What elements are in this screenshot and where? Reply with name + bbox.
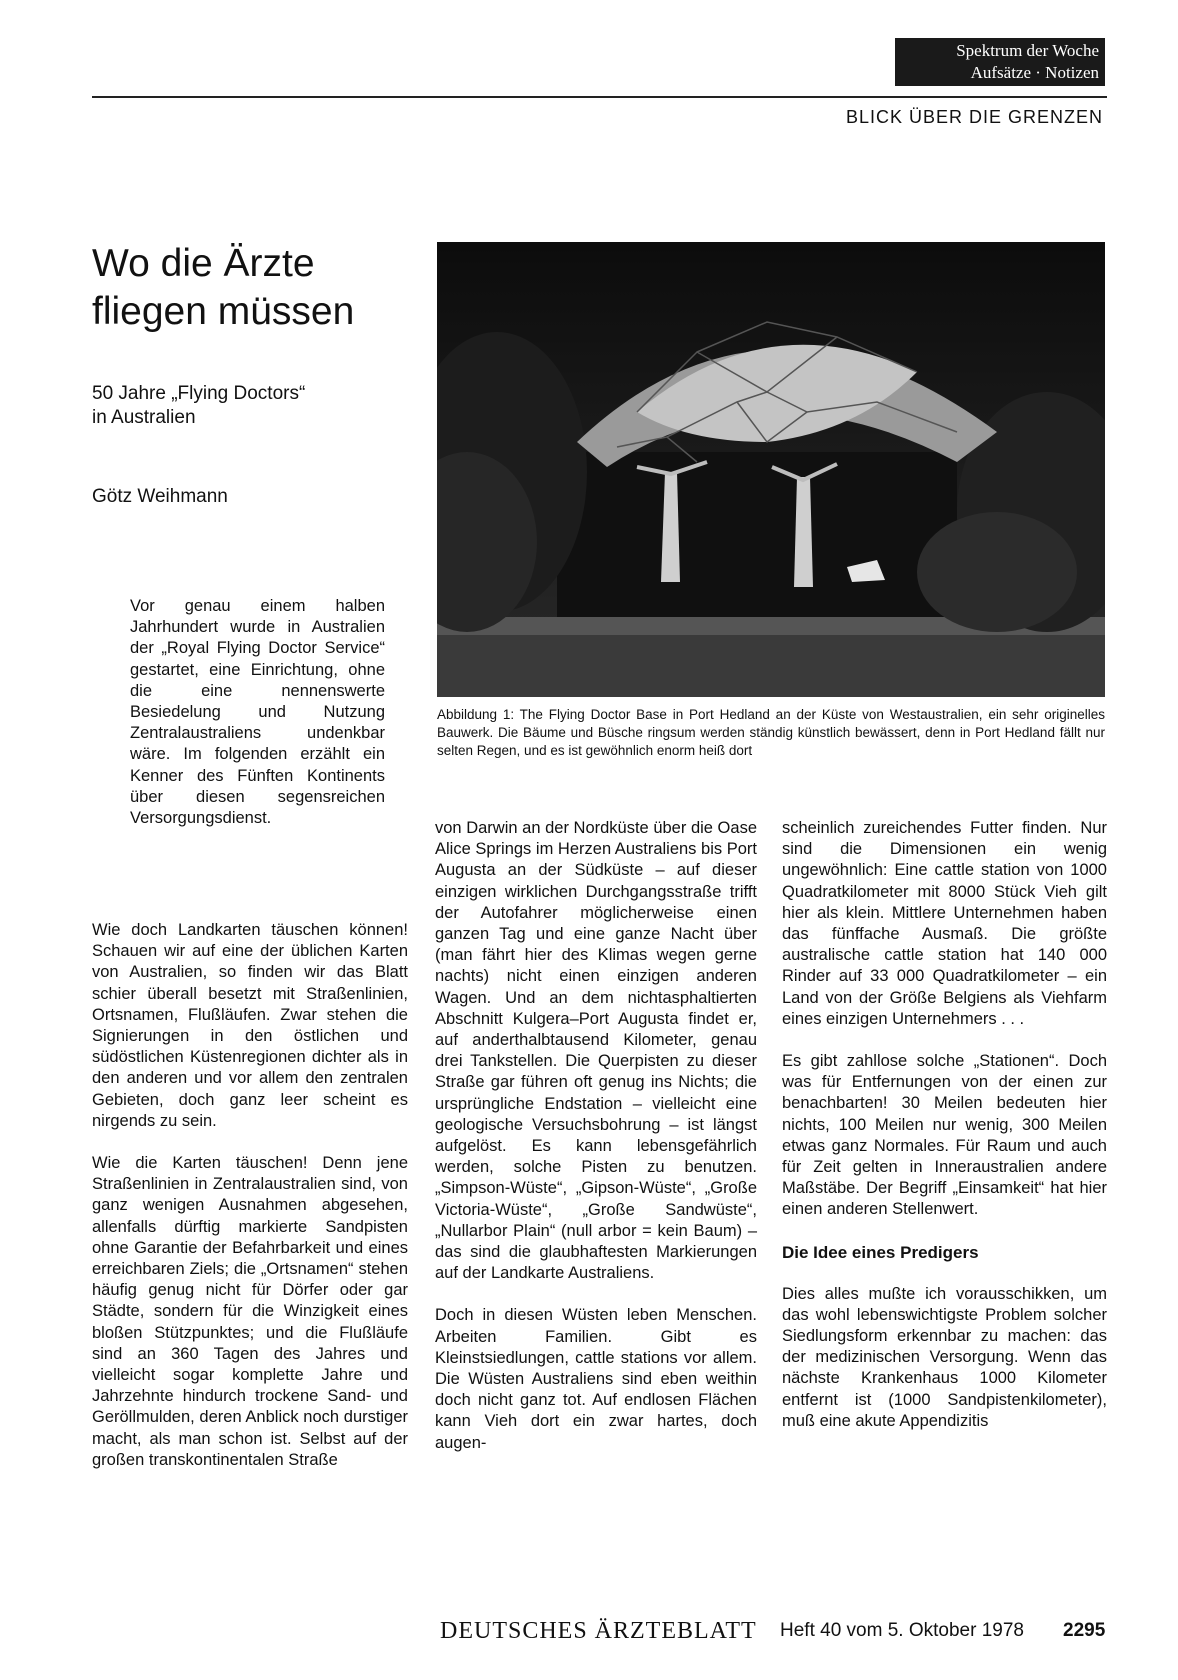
body-column-2 [435,818,757,1475]
section-badge [895,38,1105,86]
subtitle-line-1: 50 Jahre „Flying Doctors“ [92,383,306,404]
col1-paragraph-2: Wie die Karten täuschen! Denn jene Straßenlinien in Zentralaustralien sind, von ganz wenigen Ausnahmen abgesehen, allenfalls dürftig markierte Sandpisten ohne Garantie der Befahrbarkeit und eines erreichbaren Ziels; die „Ortsnamen“ stehen häufig genug nicht für Dörfer oder gar Städte, sondern für die Winzigkeit eines bloßen Stützpunktes; und die Flußläufe sind an 360 Tagen des Jahres und vielleicht sogar komplette Jahre und Jahrzehnte hindurch trockene Sand- und Geröllmulden, deren Anblick noch durstiger macht, als man schon ist. Selbst auf der großen transkontinentalen Straße [92,1154,408,1469]
title-line-2: fliegen müssen [92,290,355,333]
subtitle-line-2: in Australien [92,407,196,428]
col3-paragraph-2: Es gibt zahllose solche „Stationen“. Doch was für Entfernungen von der einen zur benachbarten! 30 Meilen bedeuten hier nichts, 100 Meilen nur wenig, 300 Meilen etwas ganz Normales. Für Raum und auch für Zeit gelten in Inneraustralien andere Maßstäbe. Der Begriff „Einsamkeit“ hat hier einen anderen Stellenwert. [782,1052,1107,1219]
article-subtitle [92,382,402,430]
col2-paragraph-2: Doch in diesen Wüsten leben Menschen. Arbeiten Familien. Gibt es Kleinstsiedlungen, cattle stations vor allem. Die Wüsten Australiens sind eben weithin doch nicht ganz tot. Auf endlosen Flächen kann Vieh dort ein zwar hartes, doch augen- [435,1306,757,1452]
col3-paragraph-1: scheinlich zureichendes Futter finden. Nur sind die Dimensionen ein wenig ungewöhnlich: Eine cattle station von 1000 Quadratkilometer mit 8000 Stück Vieh gilt hier als klein. Mittlere Unternehmen haben das fünffache Ausmaß. Die größte australische cattle station hat 140 000 Rinder auf 33 000 Quadratkilometer – ein Land von der Größe Belgiens als Viehfarm eines einzigen Unternehmers . . . [782,819,1107,1028]
header-rule [92,96,1107,98]
col3-paragraph-3: Dies alles mußte ich vorausschikken, um das wohl lebenswichtigste Problem solcher Siedlungsform erkennbar zu machen: das der medizinischen Versorgung. Wenn das nächste Krankenhaus 1000 Kilometer entfernt ist (1000 Sandpistenkilometer), muß eine akute Appendizitis [782,1284,1107,1430]
badge-line-1: Spektrum der Woche [956,41,1099,60]
dome-illustration [437,242,1105,697]
footer-page-number: 2295 [1063,1620,1106,1641]
badge-line-2: Aufsätze · Notizen [970,63,1099,82]
footer-journal-name: DEUTSCHES ÄRZTEBLATT [440,1618,757,1644]
section-title: BLICK ÜBER DIE GRENZEN [845,107,1103,127]
lead-paragraph: Vor genau einem halben Jahrhundert wurde in Australien der „Royal Flying Doctor Service“ gestartet, eine Einrichtung, ohne die eine nennenswerte Besiedelung und Nutzung Zentralaustraliens undenkbar wäre. Im folgenden erzählt ein Kenner des Fünften Kontinents über diesen segensreichen Versorgungsdienst. [130,597,385,828]
body-column-1 [92,920,408,1492]
photo-caption: Abbildung 1: The Flying Doctor Base in Port Hedland an der Küste von Westaustralien, ein sehr originelles Bauwerk. Die Bäume und Büsche ringsum werden ständig künstlich bewässert, denn in Port Hedland fällt nur selten Regen, und es ist gewöhnlich enorm heiß dort [437,707,1105,758]
body-column-3 [782,818,1107,1453]
col2-paragraph-1: von Darwin an der Nordküste über die Oase Alice Springs im Herzen Australiens bis Port Augusta an der Südküste – auf dieser einzigen wirklichen Durchgangsstraße trifft der Autofahrer möglicherweise einen ganzen Tag und eine ganze Nacht über (man fährt hier des Klimas wegen gerne nachts) nicht einen einzigen anderen Wagen. Und an dem nichtasphaltierten Abschnitt Kulgera–Port Augusta findet er, auf anderthalbtausend Kilometer, genau drei Tankstellen. Die Querpisten zu dieser Straße gar führen oft genug ins Nichts; die ursprüngliche Endstation – vielleicht eine geologische Versuchsbohrung – ist längst aufgelöst. Es kann lebensgefährlich werden, solche Pisten zu benutzen. „Simpson-Wüste“, „Gipson-Wüste“, „Große Victoria-Wüste“, „Große Sandwüste“, „Nullarbor Plain“ (null arbor = kein Baum) – das sind die glaubhaftesten Markierungen auf der Landkarte Australiens. [435,819,757,1283]
article-title [92,240,422,336]
footer-issue: Heft 40 vom 5. Oktober 1978 [780,1620,1024,1641]
col3-subheading: Die Idee eines Predigers [782,1242,979,1262]
title-line-1: Wo die Ärzte [92,242,315,285]
article-author: Götz Weihmann [92,486,228,507]
photo-dome-building [437,242,1105,697]
col1-paragraph-1: Wie doch Landkarten täuschen können! Schauen wir auf eine der üblichen Karten von Australien, so finden wir das Blatt schier überall besetzt mit Straßenlinien, Ortsnamen, Flußläufen. Zwar stehen die Signierungen in den östlichen und südöstlichen Küstenregionen dichter als in den anderen und vor allem den zentralen Gebieten, doch ganz leer scheint es nirgends zu sein. [92,921,408,1130]
